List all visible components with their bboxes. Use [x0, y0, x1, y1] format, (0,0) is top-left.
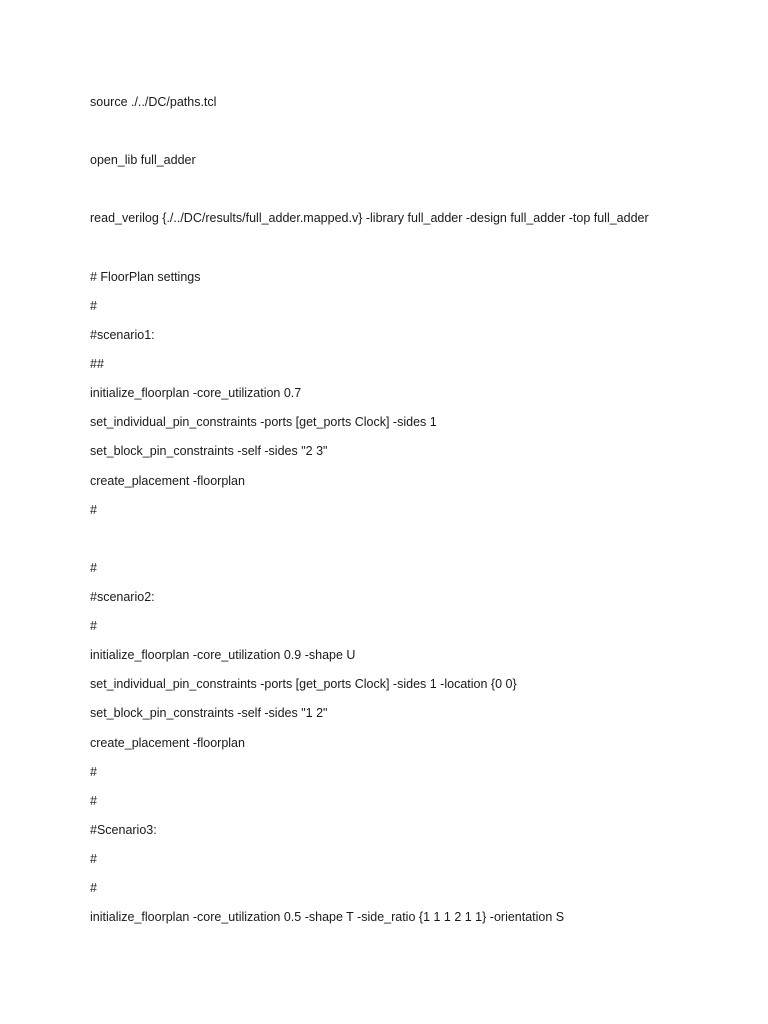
code-line-pin-constraints: set_individual_pin_constraints -ports [get_ports Clock] -sides 1	[90, 415, 437, 429]
code-line-comment: #	[90, 765, 97, 779]
code-line-scenario3: #Scenario3:	[90, 823, 157, 837]
code-line-create-placement: create_placement -floorplan	[90, 474, 245, 488]
code-line-block-pin-constraints: set_block_pin_constraints -self -sides "2 3"	[90, 444, 328, 458]
code-line-comment-floorplan: # FloorPlan settings	[90, 270, 201, 284]
code-line-comment: #	[90, 881, 97, 895]
code-line-comment: #	[90, 299, 97, 313]
code-line-comment: ##	[90, 357, 104, 371]
code-line-source: source ./../DC/paths.tcl	[90, 95, 217, 109]
code-line-open-lib: open_lib full_adder	[90, 153, 196, 167]
code-line-comment: #	[90, 503, 97, 517]
code-line-comment: #	[90, 619, 97, 633]
code-line-comment: #	[90, 794, 97, 808]
code-line-block-pin-constraints: set_block_pin_constraints -self -sides "1 2"	[90, 706, 328, 720]
code-line-initialize-floorplan: initialize_floorplan -core_utilization 0.5 -shape T -side_ratio {1 1 1 2 1 1} -orientation S	[90, 910, 565, 924]
code-line-scenario2: #scenario2:	[90, 590, 155, 604]
code-line-comment: #	[90, 561, 97, 575]
code-line-scenario1: #scenario1:	[90, 328, 155, 342]
code-line-create-placement: create_placement -floorplan	[90, 736, 245, 750]
code-line-comment: #	[90, 852, 97, 866]
code-line-pin-constraints: set_individual_pin_constraints -ports [get_ports Clock] -sides 1 -location {0 0}	[90, 677, 517, 691]
code-line-initialize-floorplan: initialize_floorplan -core_utilization 0.9 -shape U	[90, 648, 356, 662]
code-line-read-verilog: read_verilog {./../DC/results/full_adder.mapped.v} -library full_adder -design full_adder -top full_adder	[90, 211, 649, 225]
code-line-initialize-floorplan: initialize_floorplan -core_utilization 0.7	[90, 386, 302, 400]
